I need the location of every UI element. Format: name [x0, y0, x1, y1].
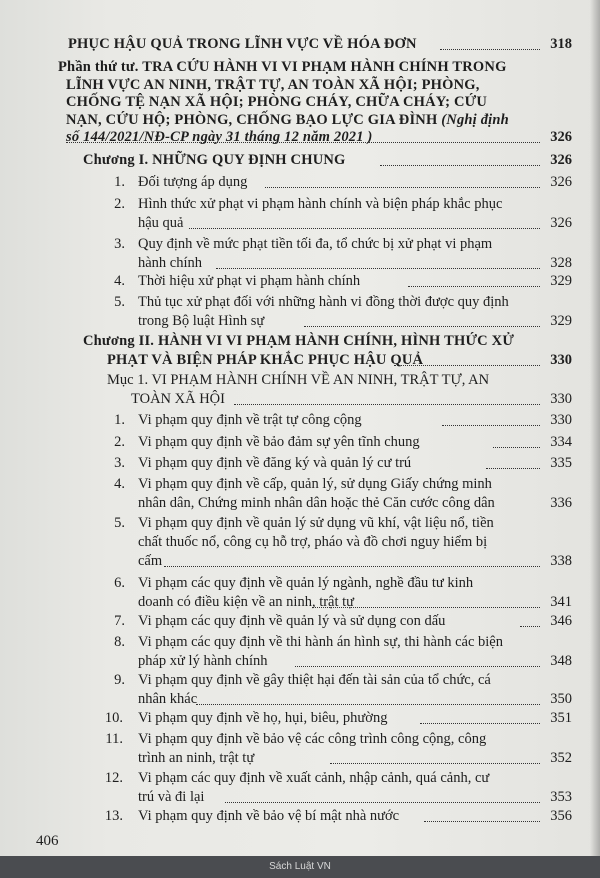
toc-page-number: 329 [550, 313, 572, 329]
toc-page-number: 326 [550, 174, 572, 190]
toc-page-number: 330 [550, 352, 572, 368]
toc-page-number: 353 [550, 789, 572, 805]
toc-page-number: 329 [550, 273, 572, 289]
toc-entry-text: Vi phạm quy định về cấp, quản lý, sử dụng Giấy chứng minh [138, 476, 492, 492]
toc-entry-number: 1. [114, 412, 125, 428]
toc-entry-number: 3. [114, 455, 125, 471]
toc-entry-text: trong Bộ luật Hình sự [138, 313, 265, 329]
toc-entry-text: nhân khác [138, 691, 198, 707]
toc-entry-number: 9. [114, 672, 125, 688]
toc-entry-text: hành chính [138, 255, 203, 271]
leader-dots [304, 326, 540, 327]
toc-entry-text: nhân dân, Chứng minh nhân dân hoặc thẻ Căn cước công dân [138, 495, 495, 511]
toc-entry-number: 1. [114, 174, 125, 190]
toc-entry-number: 3. [114, 236, 125, 252]
toc-entry-text: Vi phạm quy định về bảo vệ các công trình công cộng, công [138, 731, 487, 747]
toc-entry-text: NẠN, CỨU HỘ; PHÒNG, CHỐNG BẠO LỰC GIA ĐÌNH (Nghị định [66, 111, 509, 128]
toc-entry-text: doanh có điều kiện về an ninh, trật tự [138, 594, 355, 610]
toc-entry-text: số 144/2021/NĐ-CP ngày 31 tháng 12 năm 2021 ) [66, 129, 373, 146]
leader-dots [196, 704, 540, 705]
toc-entry-text: chất thuốc nổ, công cụ hỗ trợ, pháo và đồ chơi nguy hiểm bị [138, 534, 488, 550]
leader-dots [330, 763, 540, 764]
toc-entry-text: PHẠT VÀ BIỆN PHÁP KHẮC PHỤC HẬU QUẢ [107, 352, 424, 368]
toc-page-number: 330 [550, 412, 572, 428]
watermark-text: Sách Luật VN [269, 861, 331, 872]
leader-dots [189, 228, 540, 229]
toc-page-number: 352 [550, 750, 572, 766]
toc-page-number: 356 [550, 808, 572, 824]
toc-entry-number: 8. [114, 634, 125, 650]
leader-dots [225, 802, 540, 803]
toc-entry-text: Vi phạm quy định về họ, hụi, biêu, phường [138, 710, 388, 726]
toc-page-number: 336 [550, 495, 572, 511]
toc-page-number: 328 [550, 255, 572, 271]
toc-entry-text: Thủ tục xử phạt đối với những hành vi đồng thời được quy định [138, 294, 509, 310]
toc-entry-number: 5. [114, 294, 125, 310]
toc-entry-number: 2. [114, 196, 125, 212]
toc-entry-text: trú và đi lại [138, 789, 205, 805]
toc-entry-text: Vi phạm quy định về bảo vệ bí mật nhà nước [138, 808, 400, 824]
toc-page-number: 348 [550, 653, 572, 669]
page-edge-shadow [590, 0, 600, 878]
toc-entry-text: Vi phạm các quy định về quản lý ngành, nghề đầu tư kinh [138, 575, 474, 591]
leader-dots [216, 268, 540, 269]
leader-dots [424, 821, 540, 822]
toc-entry-number: 5. [114, 515, 125, 531]
leader-dots [265, 187, 540, 188]
leader-dots [394, 365, 540, 366]
toc-entry-text: Vi phạm các quy định về quản lý và sử dụng con dấu [138, 613, 446, 629]
toc-entry-number: 12. [104, 770, 123, 786]
toc-entry-number: 2. [114, 434, 125, 450]
leader-dots [442, 425, 540, 426]
toc-entry-text: pháp xử lý hành chính [138, 653, 268, 669]
leader-dots [440, 49, 540, 50]
toc-entry-text: trình an ninh, trật tự [138, 750, 255, 766]
toc-entry-text: Chương I. NHỮNG QUY ĐỊNH CHUNG [83, 152, 346, 168]
leader-dots [164, 566, 540, 567]
toc-entry-text: TOÀN XÃ HỘI [131, 391, 225, 407]
toc-page-number: 334 [550, 434, 572, 450]
toc-entry-text: Vi phạm các quy định về thi hành án hình sự, thi hành các biện [138, 634, 503, 650]
leader-dots [312, 607, 540, 608]
toc-entry-text: Quy định về mức phạt tiền tối đa, tổ chức bị xử phạt vi phạm [138, 236, 493, 252]
toc-entry-number: 4. [114, 476, 125, 492]
toc-entry-text: hậu quả [138, 215, 184, 231]
leader-dots [66, 142, 540, 143]
toc-page-number: 326 [550, 215, 572, 231]
toc-entry-text: PHỤC HẬU QUẢ TRONG LĨNH VỰC VỀ HÓA ĐƠN [68, 36, 417, 52]
toc-entry-number: 13. [104, 808, 123, 824]
toc-page-number: 330 [550, 391, 572, 407]
toc-page-number: 350 [550, 691, 572, 707]
toc-page-number: 351 [550, 710, 572, 726]
toc-entry-text: Hình thức xử phạt vi phạm hành chính và biện pháp khắc phục [138, 196, 503, 212]
toc-entry-text: Chương II. HÀNH VI VI PHẠM HÀNH CHÍNH, HÌNH THỨC XỬ [83, 333, 515, 349]
leader-dots [420, 723, 540, 724]
toc-entry-text: Vi phạm quy định về bảo đảm sự yên tĩnh chung [138, 434, 420, 450]
toc-entry-text: Thời hiệu xử phạt vi phạm hành chính [138, 273, 361, 289]
page-number: 406 [36, 833, 59, 849]
toc-entry-number: 6. [114, 575, 125, 591]
toc-entry-text: Phần thứ tư. TRA CỨU HÀNH VI VI PHẠM HÀNH CHÍNH TRONG [58, 59, 507, 75]
leader-dots [408, 286, 540, 287]
toc-entry-number: 7. [114, 613, 125, 629]
leader-dots [234, 404, 540, 405]
toc-page-number: 338 [550, 553, 572, 569]
toc-page-number: 326 [550, 152, 572, 168]
leader-dots [380, 165, 540, 166]
toc-entry-text: Mục 1. VI PHẠM HÀNH CHÍNH VỀ AN NINH, TRẬT TỰ, AN [107, 372, 490, 388]
toc-entry-text: CHỐNG TỆ NẠN XÃ HỘI; PHÒNG CHÁY, CHỮA CHÁY; CỨU [66, 94, 488, 111]
toc-entry-text: Vi phạm quy định về trật tự công cộng [138, 412, 362, 428]
toc-page-number: 318 [550, 36, 572, 52]
toc-entry-number: 4. [114, 273, 125, 289]
toc-entry-number: 11. [105, 731, 123, 747]
toc-page-number: 326 [550, 129, 572, 146]
toc-entry-text: Đối tượng áp dụng [138, 174, 248, 190]
toc-entry-text: Vi phạm các quy định về xuất cảnh, nhập cảnh, quá cảnh, cư [138, 770, 490, 786]
toc-entry-text: cấm [138, 553, 163, 569]
toc-page-number: 335 [550, 455, 572, 471]
toc-page-number: 341 [550, 594, 572, 610]
toc-entry-text: Vi phạm quy định về gây thiệt hại đến tài sản của tổ chức, cá [138, 672, 491, 688]
leader-dots [295, 666, 540, 667]
toc-entry-text: Vi phạm quy định về quản lý sử dụng vũ khí, vật liệu nổ, tiền [138, 515, 494, 531]
toc-entry-text: Vi phạm quy định về đăng ký và quản lý cư trú [138, 455, 412, 471]
toc-page-number: 346 [550, 613, 572, 629]
toc-entry-number: 10. [104, 710, 123, 726]
toc-entry-text: LĨNH VỰC AN NINH, TRẬT TỰ, AN TOÀN XÃ HỘI; PHÒNG, [66, 76, 480, 93]
